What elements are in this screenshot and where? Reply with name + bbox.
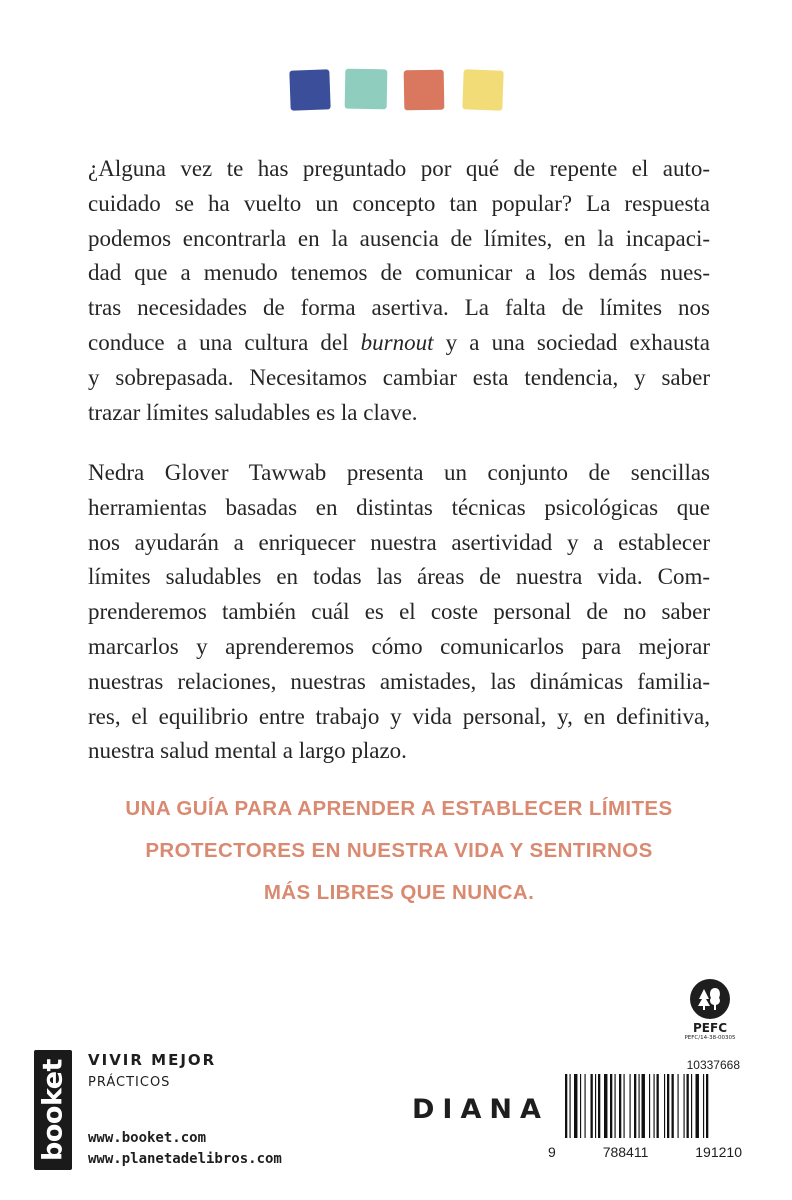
- pefc-label: PEFC: [693, 1021, 727, 1035]
- description-paragraph-2: [88, 456, 710, 769]
- barcode-bar: [565, 1074, 567, 1138]
- barcode-bar: [703, 1074, 704, 1138]
- text-line: cuidado se ha vuelto un concepto tan popular? La respuesta: [88, 190, 710, 216]
- internal-code: 10337668: [686, 1058, 740, 1072]
- series-name: VIVIR MEJOR: [88, 1051, 217, 1069]
- barcode-bar: [604, 1074, 607, 1138]
- barcode-bar: [649, 1074, 650, 1138]
- text-line: Nedra Glover Tawwab presenta un conjunto de sencillas: [88, 460, 710, 485]
- imprint-logo: DIANA: [412, 1094, 549, 1125]
- text-line: podemos encontrarla en la ausencia de límites, en la incapaci-: [88, 225, 710, 251]
- barcode-bar: [654, 1074, 655, 1138]
- isbn-digit-group: 191210: [695, 1144, 742, 1160]
- barcode-bar: [598, 1074, 600, 1138]
- barcode-bar: [664, 1074, 665, 1138]
- color-swatches: [284, 68, 510, 112]
- barcode-bar: [691, 1074, 692, 1138]
- barcode-bar: [570, 1074, 571, 1138]
- barcode-bar: [687, 1074, 689, 1138]
- booket-logo-text: booket: [37, 1059, 69, 1161]
- isbn-digit-group: 9: [548, 1144, 556, 1160]
- barcode: [565, 1074, 741, 1150]
- subseries-name: PRÁCTICOS: [88, 1075, 171, 1090]
- swatch-yellow: [462, 69, 503, 110]
- barcode-bar: [634, 1074, 636, 1138]
- barcode-bar: [657, 1074, 659, 1138]
- barcode-bar: [580, 1074, 581, 1138]
- tagline-line: PROTECTORES EN NUESTRA VIDA Y SENTIRNOS: [145, 839, 653, 862]
- barcode-bar: [585, 1074, 586, 1138]
- url-booket[interactable]: www.booket.com: [88, 1130, 207, 1146]
- text-line: marcarlos y aprenderemos cómo comunicarlos para mejorar: [88, 633, 710, 659]
- isbn-digit-group: 788411: [602, 1144, 649, 1160]
- barcode-bar: [696, 1074, 699, 1138]
- pefc-cert-number: PEFC/14-38-00305: [684, 1035, 736, 1041]
- booket-logo: [34, 1050, 72, 1170]
- text-line: dad que a menudo tenemos de comunicar a los demás nues-: [88, 260, 710, 286]
- barcode-bar: [706, 1074, 708, 1138]
- barcode-bar: [610, 1074, 612, 1138]
- text-line: res, el equilibrio entre trabajo y vida personal, y, en definitiva,: [88, 703, 710, 729]
- text-line: nuestras relaciones, nuestras amistades, las dinámicas familia-: [88, 668, 710, 694]
- tagline-line: UNA GUÍA PARA APRENDER A ESTABLECER LÍMITES: [125, 797, 673, 820]
- text-line: ¿Alguna vez te has preguntado por qué de repente el auto-: [88, 156, 710, 181]
- barcode-bar: [574, 1074, 577, 1138]
- publisher-urls: [88, 1128, 282, 1170]
- text-line: nos ayudarán a enriquecer nuestra asertividad y a establecer: [88, 529, 710, 555]
- barcode-bar: [672, 1074, 674, 1138]
- barcode-bar: [615, 1074, 616, 1138]
- text-line: tras necesidades de forma asertiva. La falta de límites nos: [88, 295, 710, 321]
- barcode-bar: [678, 1074, 679, 1138]
- barcode-bar: [684, 1074, 685, 1138]
- emphasis-burnout: burnout: [360, 329, 434, 355]
- barcode-bar: [595, 1074, 596, 1138]
- text-line: prenderemos también cuál es el coste personal de no saber: [88, 599, 710, 625]
- swatch-coral: [404, 70, 445, 111]
- text-fragment: conduce a una cultura del: [88, 329, 361, 355]
- text-line: nuestra salud mental a largo plazo.: [88, 738, 407, 764]
- barcode-bar: [639, 1074, 640, 1138]
- swatch-teal: [345, 69, 388, 110]
- text-line: y sobrepasada. Necesitamos cambiar esta tendencia, y saber: [88, 364, 710, 390]
- barcode-bar: [619, 1074, 621, 1138]
- pefc-tree-icon: [690, 979, 730, 1019]
- swatch-blue: [289, 69, 330, 110]
- text-line: límites saludables en todas las áreas de nuestra vida. Com-: [88, 564, 710, 590]
- text-line: herramientas basadas en distintas técnicas psicológicas que: [88, 494, 710, 520]
- barcode-bar: [642, 1074, 645, 1138]
- text-line: trazar límites saludables es la clave.: [88, 399, 418, 425]
- text-line: [88, 326, 710, 361]
- text-fragment: y a una sociedad exhausta: [433, 329, 710, 355]
- description-paragraph-1: [88, 152, 710, 430]
- series-info: [88, 1051, 216, 1090]
- url-planeta[interactable]: www.planetadelibros.com: [88, 1151, 282, 1167]
- barcode-bar: [591, 1074, 593, 1138]
- tagline: [88, 788, 710, 914]
- isbn-digits: [548, 1144, 742, 1160]
- tagline-line: MÁS LIBRES QUE NUNCA.: [263, 881, 535, 904]
- barcode-bar: [667, 1074, 669, 1138]
- barcode-bar: [624, 1074, 625, 1138]
- pefc-certification: [680, 979, 740, 1049]
- barcode-bar: [630, 1074, 631, 1138]
